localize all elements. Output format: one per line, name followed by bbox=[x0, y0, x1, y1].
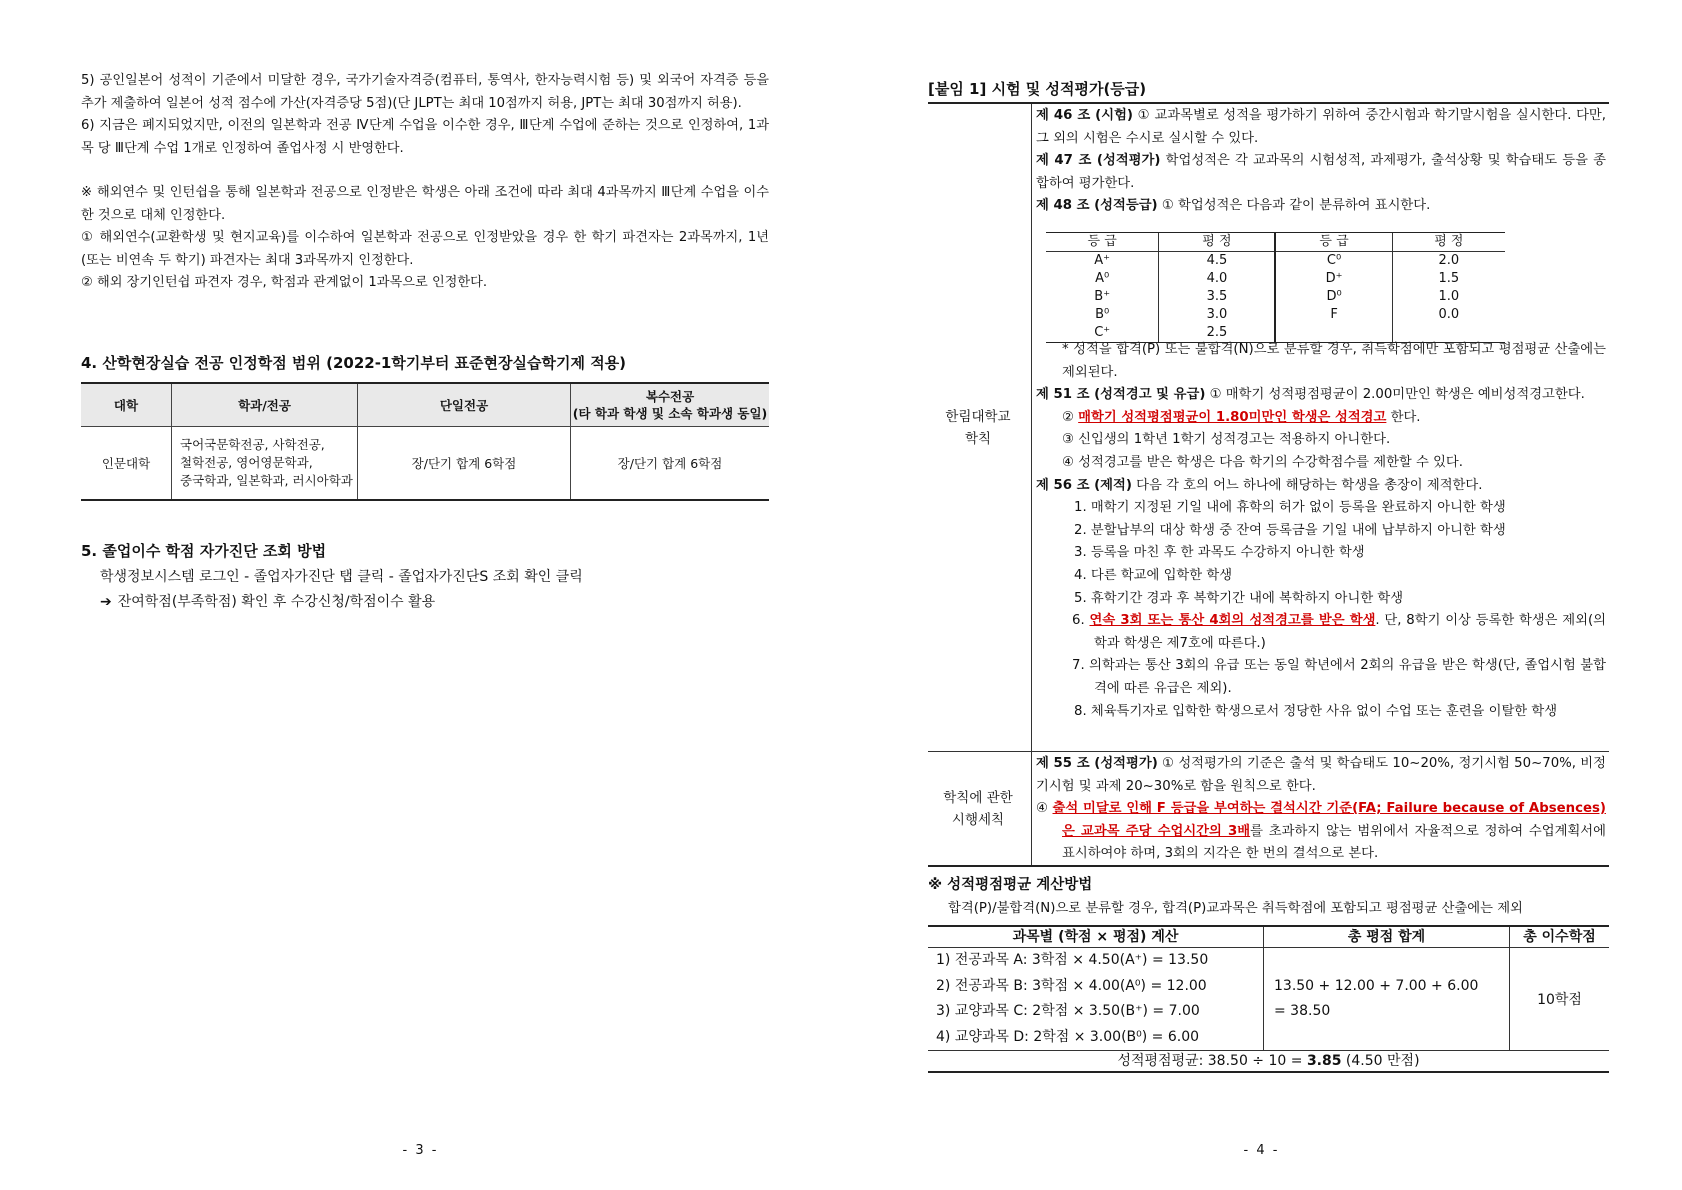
label-bylaw: 학칙에 관한 시행세칙 bbox=[943, 790, 1013, 828]
gpa-calc-title: ※ 성적평점평균 계산방법 bbox=[928, 877, 1093, 893]
list-item: 7. 의학과는 통산 3회의 유급 또는 동일 학년에서 2회의 유급을 받은 학생(단, 졸업시험 불합격에 따른 유급은 제외). bbox=[1072, 658, 1606, 696]
col-single: 단일전공 bbox=[358, 383, 571, 427]
article-47: 제 47 조 (성적평가) 학업성적은 각 교과목의 시험성적, 과제평가, 출석상황 및 학습태도 등을 종합하여 평가한다. bbox=[1036, 153, 1606, 191]
gpa-calc-table: 과목별 (학점 × 평점) 계산 총 평점 합계 총 이수학점 1) 전공과목 A: 3학점 × 4.50(A⁺) = 13.50 2) 전공과목 B: 3학점 × 4.00(A⁰) = 12.00 3) 교양과목 C: 2학점 × 3.50(B⁺) = 7.00 4) 교양과목 D: 2학점 × 3.00(B⁰) = 6.00 13.50 + 12.00 + 7.00 + 6.00 = 38.50 10학점 성적평점평균: 38.50 ÷ 10 = 3.85 (4.50 만점) bbox=[928, 925, 1609, 1073]
col-double bbox=[571, 383, 770, 427]
article-56: 제 56 조 (제적) 다음 각 호의 어느 하나에 해당하는 학생을 총장이 제적한다. bbox=[1036, 477, 1483, 493]
page-number: - 3 - bbox=[402, 1143, 439, 1158]
calc-total-credits: 10학점 bbox=[1510, 948, 1610, 1051]
section4-title: 4. 산학현장실습 전공 인정학점 범위 (2022-1학기부터 표준현장실습학기제 적용) bbox=[81, 354, 627, 372]
article-48: 제 48 조 (성적등급) ① 학업성적은 다음과 같이 분류하여 표시한다. bbox=[1036, 198, 1431, 214]
col-double-note: (타 학과 학생 및 소속 학과생 동일) bbox=[572, 406, 768, 421]
absence-rule: ④ 출석 미달로 인해 F 등급을 부여하는 결석시간 기준(FA; Failure because of Absences)은 교과목 주당 수업시간의 3배를 초과하지 않는 범위에서 자율적으로 정하여 수업계획서에 표시하여야 하며, 3회의 지각은 한 번의 결석으로 본다. bbox=[1036, 801, 1607, 862]
col-college: 대학 bbox=[81, 383, 172, 427]
right-page bbox=[841, 0, 1682, 1190]
note-paragraph: ※ 해외연수 및 인턴쉽을 통해 일본학과 전공으로 인정받은 학생은 아래 조건에 따라 최대 4과목까지 Ⅲ단계 수업을 이수한 것으로 대체 인정한다. bbox=[81, 185, 769, 223]
internship-credit-table bbox=[81, 382, 769, 501]
warning-highlight: 매학기 성적평점평균이 1.80미만인 학생은 성적경고 bbox=[1078, 409, 1387, 425]
note-paragraph: 5) 공인일본어 성적이 기준에서 미달한 경우, 국가기술자격증(컴퓨터, 통역사, 한자능력시험 등) 및 외국어 자격증 등을 추가 제출하여 일본어 성적 점수에 가산(자격증당 5점)(단 JLPT는 최대 10점까지 허용, JPT는 최대 30점까지 허용). bbox=[81, 73, 769, 111]
list-item: 4. 다른 학교에 입학한 학생 bbox=[1074, 567, 1233, 583]
col-double-title: 복수전공 bbox=[645, 389, 695, 404]
section5-body bbox=[100, 565, 583, 615]
col-major: 학과/전공 bbox=[172, 383, 358, 427]
note-paragraph: ② 해외 장기인턴쉽 파견자 경우, 학점과 관계없이 1과목으로 인정한다. bbox=[81, 275, 488, 290]
calc-item: 3) 교양과목 C: 2학점 × 3.50(B⁺) = 7.00 bbox=[936, 1003, 1200, 1019]
note-paragraph: 6) 지금은 폐지되었지만, 이전의 일본학과 전공 Ⅳ단계 수업을 이수한 경우, Ⅲ단계 수업에 준하는 것으로 인정하여, 1과목 당 Ⅲ단계 수업 1개로 인정하여 졸업사정 시 반영한다. bbox=[81, 118, 769, 156]
grade-table: 등 급 평 정 등 급 평 정 A⁺ 4.5 C⁰ 2.0 A⁰ 4.0 D⁺ 1.5 B⁺ 3.5 D⁰ 1.0 B⁰ 3.0 F 0.0 C⁺ 2.5 bbox=[1046, 232, 1505, 343]
list-item: 3. 등록을 마친 후 한 과목도 수강하지 아니한 학생 bbox=[1074, 545, 1365, 561]
list-item: 6. 연속 3회 또는 통산 4회의 성적경고를 받은 학생. 단, 8학기 이상 등록한 학생은 제외(의학과 학생은 제7호에 따른다.) bbox=[1072, 613, 1606, 651]
appendix-title: [붙임 1] 시험 및 성적평가(등급) bbox=[928, 80, 1147, 98]
table-row: C⁺ 2.5 bbox=[1046, 324, 1505, 343]
calc-item: 4) 교양과목 D: 2학점 × 3.00(B⁰) = 6.00 bbox=[936, 1028, 1200, 1045]
table-row: A⁰ 4.0 D⁺ 1.5 bbox=[1046, 270, 1505, 288]
calc-sum: 13.50 + 12.00 + 7.00 + 6.00 = 38.50 bbox=[1264, 948, 1510, 1051]
gpa-calc-note: 합격(P)/불합격(N)으로 분류할 경우, 합격(P)교과목은 취득학점에 포함되고 평점평균 산출에는 제외 bbox=[948, 901, 1523, 916]
section5-step: 학생정보시스템 로그인 - 졸업자가진단 탭 클릭 - 졸업자가진단S 조회 확인 클릭 bbox=[100, 569, 583, 585]
list-item: 2. 분할납부의 대상 학생 중 잔여 등록금을 기일 내에 납부하지 아니한 학생 bbox=[1074, 522, 1506, 538]
table-row bbox=[81, 427, 769, 501]
cell-single: 장/단기 합계 6학점 bbox=[358, 427, 571, 501]
calc-item: 1) 전공과목 A: 3학점 × 4.50(A⁺) = 13.50 bbox=[936, 952, 1209, 968]
dismissal-highlight: 연속 3회 또는 통산 4회의 성적경고를 받은 학생 bbox=[1089, 613, 1376, 629]
calc-item: 2) 전공과목 B: 3학점 × 4.00(A⁰) = 12.00 bbox=[936, 977, 1207, 994]
table-row: B⁰ 3.0 F 0.0 bbox=[1046, 306, 1505, 324]
list-item: 5. 휴학기간 경과 후 복학기간 내에 복학하지 아니한 학생 bbox=[1074, 590, 1404, 606]
article-51: 제 51 조 (성적경고 및 유급) ① 매학기 성적평점평균이 2.00미만인 학생은 예비성적경고한다. bbox=[1036, 387, 1585, 403]
major-line: 중국학과, 일본학과, 러시아학과 bbox=[180, 473, 353, 488]
cell-majors bbox=[172, 427, 358, 501]
major-line: 철학전공, 영어영문학과, bbox=[180, 455, 313, 470]
article-46: 제 46 조 (시험) ① 교과목별로 성적을 평가하기 위하여 중간시험과 학기말시험을 실시한다. 다만, 그 외의 시험은 수시로 실시할 수 있다. bbox=[1036, 108, 1606, 146]
table-row: A⁺ 4.5 C⁰ 2.0 bbox=[1046, 252, 1505, 271]
absence-highlight: 출석 미달로 인해 F 등급을 부여하는 결석시간 기준(FA; Failure because of Absences)은 교과목 주당 수업시간의 3배 bbox=[1052, 801, 1606, 839]
table-row: B⁺ 3.5 D⁰ 1.0 bbox=[1046, 288, 1505, 306]
list-item: 8. 체육특기자로 입학한 학생으로서 정당한 사유 없이 수업 또는 훈련을 이탈한 학생 bbox=[1074, 703, 1558, 719]
label-rules: 한림대학교 학칙 bbox=[945, 409, 1011, 447]
article-55: 제 55 조 (성적평가) ① 성적평가의 기준은 출석 및 학습태도 10~20%, 정기시험 50~70%, 비정기시험 및 과제 20~30%로 함을 원칙으로 한다. bbox=[1036, 756, 1606, 794]
cell-college: 인문대학 bbox=[81, 427, 172, 501]
notes-block bbox=[81, 70, 769, 295]
note-paragraph: ① 해외연수(교환학생 및 현지교육)를 이수하여 일본학과 전공으로 인정받았을 경우 한 학기 파견자는 2과목까지, 1년(또는 비연속 두 학기) 파견자는 최대 3과목까지 인정한다. bbox=[81, 230, 769, 268]
page-number: - 4 - bbox=[1243, 1143, 1280, 1158]
section5-title: 5. 졸업이수 학점 자가진단 조회 방법 bbox=[81, 542, 327, 560]
gpa-result: 성적평점평균: 38.50 ÷ 10 = 3.85 (4.50 만점) bbox=[928, 1051, 1609, 1073]
pf-note: * 성적을 합격(P) 또는 불합격(N)으로 분류할 경우, 취득학점에만 포함되고 평점평균 산출에는 제외된다. bbox=[1062, 342, 1606, 380]
list-item: 1. 매학기 지정된 기일 내에 휴학의 허가 없이 등록을 완료하지 아니한 학생 bbox=[1074, 500, 1506, 516]
arrow-icon: ➔ bbox=[100, 594, 112, 610]
rules-content-bottom: * 성적을 합격(P) 또는 불합격(N)으로 분류할 경우, 취득학점에만 포함되고 평점평균 산출에는 제외된다. 제 51 조 (성적경고 및 유급) ① 매학기 성적평점평균이 2.00미만인 학생은 예비성적경고한다. ② 매학기 성적평점평균이 1.80미만인 학생은 성적경고 한다. ③ 신입생의 1학년 1학기 성적경고는 적용하지 아니한다. ④ 성적경고를 받은 학생은 다음 학기의 수강학점수를 제한할 수 있다. 제 56 조 (제적) 다음 각 호의 어느 하나에 해당하는 학생을 총장이 제적한다. 1. 매학기 지정된 기일 내에 휴학의 허가 없이 등록을 완료하지 아니한 학생 2. 분할납부의 대상 학생 중 잔여 등록금을 기일 내에 납부하지 아니한 학생 3. 등록을 마친 후 한 과목도 수강하지 아니한 학생 4. 다른 학교에 입학한 학생 5. 휴학기간 경과 후 복학기간 내에 복학하지 아니한 학생 6. 연속 3회 또는 통산 4회의 성적경고를 받은 학생. 단, 8학기 이상 등록한 학생은 제외(의학과 학생은 제7호에 따른다.) 7. 의학과는 통산 3회의 유급 또는 동일 학년에서 2회의 유급을 받은 학생(단, 졸업시험 불합격에 따른 유급은 제외). 8. 체육특기자로 입학한 학생으로서 정당한 사유 없이 수업 또는 훈련을 이탈한 학생 bbox=[1036, 339, 1606, 723]
major-line: 국어국문학전공, 사학전공, bbox=[180, 437, 325, 452]
section5-result: 잔여학점(부족학점) 확인 후 수강신청/학점이수 활용 bbox=[117, 594, 436, 610]
cell-double: 장/단기 합계 6학점 bbox=[571, 427, 770, 501]
